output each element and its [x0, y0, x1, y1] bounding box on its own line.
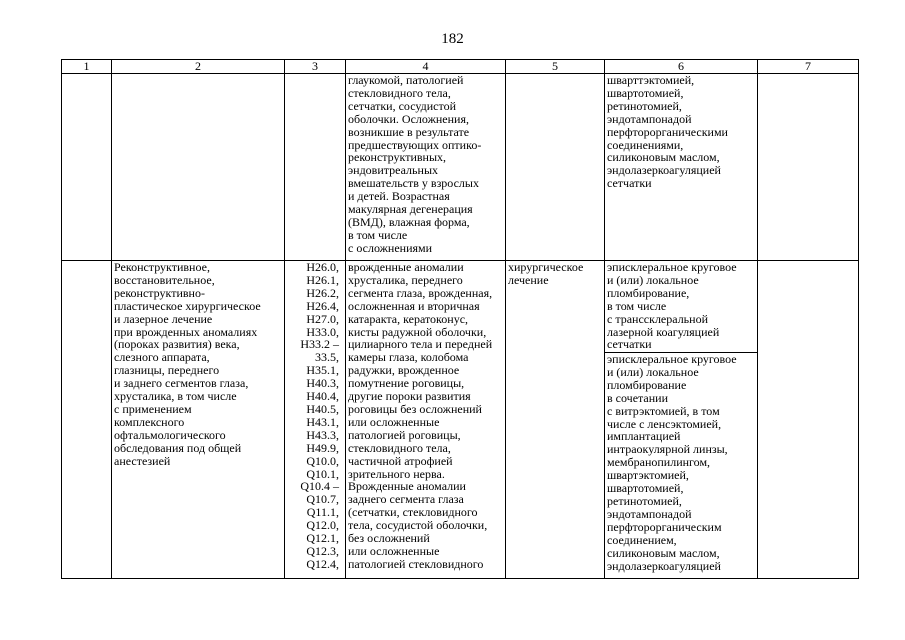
row2-col7 [758, 261, 859, 579]
table-row [62, 74, 859, 261]
table-row [62, 261, 859, 579]
row1-col7 [758, 74, 859, 261]
header-col-1: 1 [62, 60, 112, 74]
row1-diagnosis: глаукомой, патологией стекловидного тела, сетчатки, сосудистой оболочки. Осложнения, возникшие в результате предшествующих оптико- реконструктивных, эндовитреальных вмешательств у взрослых и детей. Возрастная макулярная дегенерация (ВМД), влажная форма, в том числе с осложнениями [346, 74, 506, 261]
header-col-6: 6 [605, 60, 758, 74]
row1-method: шварттэктомией, швартотомией, ретинотомией, эндотампонадой перфторорганическими соединениями, силиконовым маслом, эндолазеркоагуляцией сетчатки [605, 74, 758, 261]
header-col-3: 3 [285, 60, 346, 74]
row1-col1 [62, 74, 112, 261]
procedures-table [61, 59, 859, 579]
header-col-2: 2 [112, 60, 285, 74]
page-number: 182 [441, 31, 464, 47]
header-col-7: 7 [758, 60, 859, 74]
row1-col5 [506, 74, 605, 261]
row2-method-a: эписклеральное круговое и (или) локальное пломбирование, в том числе с транссклеральной лазерной коагуляцией сетчатки [607, 260, 737, 352]
row1-col2 [112, 74, 285, 261]
row2-diagnosis: врожденные аномалии хрусталика, переднего сегмента глаза, врожденная, осложненная и вторичная катаракта, кератоконус, кисты радужной оболочки, цилиарного тела и передней камеры глаза, колобома радужки, врожденное помутнение роговицы, другие пороки развития роговицы без осложнений или осложненные патологией роговицы, стекловидного тела, частичной атрофией зрительного нерва. Врожденные аномалии заднего сегмента глаза (сетчатки, стекловидного тела, сосудистой оболочки, без осложнений или осложненные патологией стекловидного [346, 261, 506, 579]
row2-method-b: эписклеральное круговое и (или) локальное пломбирование в сочетании с витрэктомией, в том числе с ленсэктомией, имплантацией интраокулярной линзы, мембранопилингом, швартэктомией, швартотомией, ретинотомией, эндотампонадой перфторорганическим соединением, силиконовым маслом, эндолазеркоагуляцией [605, 352, 757, 572]
row2-care-type: Реконструктивное, восстановительное, реконструктивно- пластическое хирургическое и лазерное лечение при врожденных аномалиях (пороках развития) века, слезного аппарата, глазницы, переднего и заднего сегментов глаза, хрусталика, в том числе с применением комплексного офтальмологического обследования под общей анестезией [112, 261, 285, 579]
header-row [62, 60, 859, 74]
row2-treatment-type: хирургическое лечение [506, 261, 605, 579]
header-col-4: 4 [346, 60, 506, 74]
row2-col1 [62, 261, 112, 579]
row2-icd-codes: H26.0, H26.1, H26.2, H26.4, H27.0, H33.0, H33.2 – 33.5, H35.1, H40.3, H40.4, H40.5, H43.1, H43.3, H49.9, Q10.0, Q10.1, Q10.4 – Q10.7, Q11.1, Q12.0, Q12.1, Q12.3, Q12.4, [285, 261, 346, 579]
header-col-5: 5 [506, 60, 605, 74]
row2-methods [605, 261, 758, 579]
row1-col3 [285, 74, 346, 261]
